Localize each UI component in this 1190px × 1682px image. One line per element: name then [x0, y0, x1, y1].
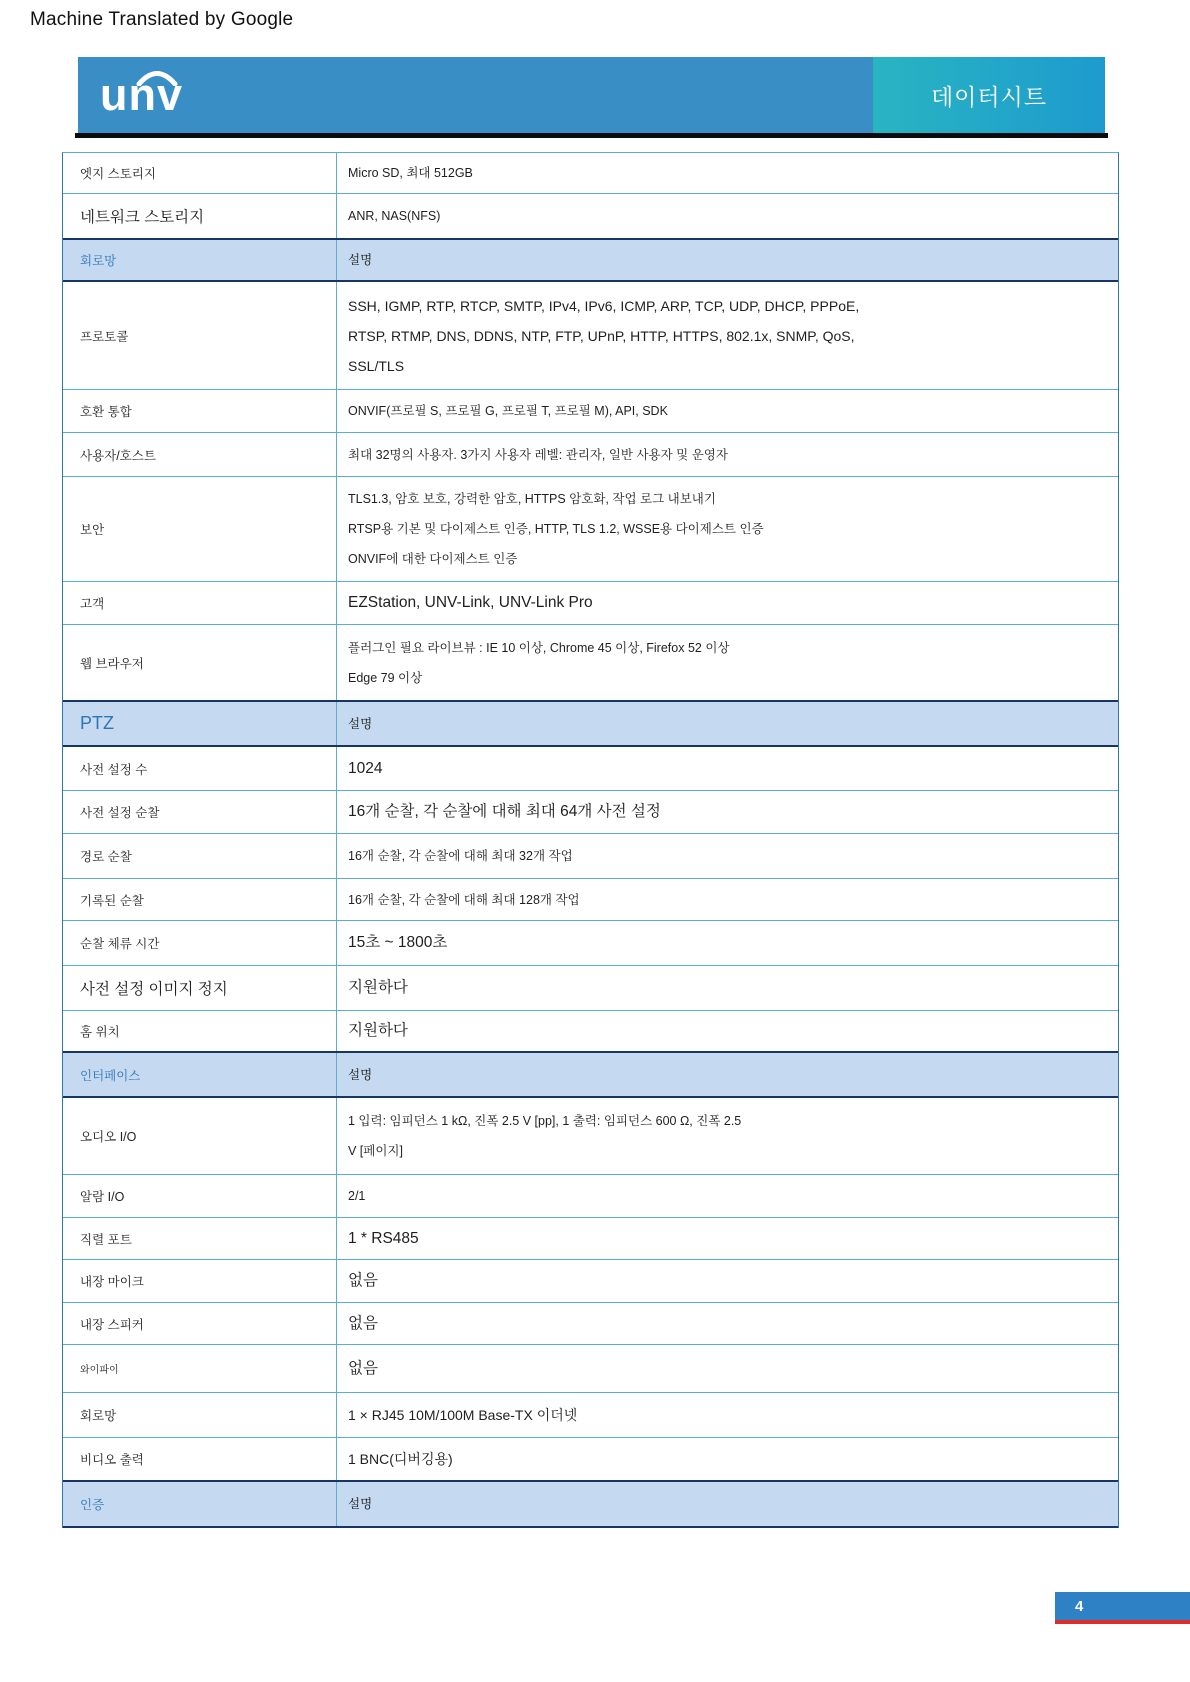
- spec-value-line: 최대 32명의 사용자. 3가지 사용자 레벨: 관리자, 일반 사용자 및 운영자: [348, 447, 728, 462]
- spec-row: [63, 879, 1118, 921]
- spec-value: [337, 477, 1118, 581]
- spec-value-line: 1 입력: 임피던스 1 kΩ, 진폭 2.5 V [pp], 1 출력: 임피던스 600 Ω, 진폭 2.5: [348, 1114, 742, 1128]
- spec-label: 내장 스피커: [63, 1303, 337, 1344]
- spec-value: [337, 747, 1118, 790]
- spec-label: 고객: [63, 582, 337, 624]
- section-header-row: [63, 700, 1118, 747]
- spec-value: [337, 1098, 1118, 1174]
- section-header-row: [63, 238, 1118, 282]
- spec-value-line: 1 × RJ45 10M/100M Base-TX 이더넷: [348, 1407, 578, 1423]
- spec-value-line: 지원하다: [348, 1022, 408, 1039]
- spec-value-line: 2/1: [348, 1189, 366, 1203]
- spec-value: [337, 966, 1118, 1010]
- spec-value-line: 16개 순찰, 각 순찰에 대해 최대 128개 작업: [348, 892, 580, 907]
- spec-value-line: 15초 ~ 1800초: [348, 934, 448, 951]
- spec-label: 사전 설정 이미지 정지: [63, 966, 337, 1010]
- spec-row: [63, 747, 1118, 791]
- spec-label: 오디오 I/O: [63, 1098, 337, 1174]
- spec-value: [337, 1175, 1118, 1217]
- page-number: 4: [1075, 1597, 1084, 1615]
- spec-value-line: RTSP, RTMP, DNS, DDNS, NTP, FTP, UPnP, HTTP, HTTPS, 802.1x, SNMP, QoS,: [348, 327, 855, 344]
- spec-value-line: Edge 79 이상: [348, 670, 423, 685]
- spec-row: [63, 791, 1118, 834]
- spec-row: [63, 921, 1118, 966]
- spec-value-line: 설명: [348, 716, 373, 731]
- spec-value: [337, 879, 1118, 920]
- spec-value-line: ANR, NAS(NFS): [348, 209, 441, 223]
- spec-value: [337, 582, 1118, 624]
- section-header-row: [63, 1051, 1118, 1098]
- spec-label: 인증: [63, 1482, 337, 1526]
- spec-value: [337, 1438, 1118, 1480]
- spec-row: [63, 153, 1118, 194]
- spec-row: [63, 834, 1118, 879]
- spec-label: 사전 설정 수: [63, 747, 337, 790]
- spec-value-line: 지원하다: [348, 979, 408, 996]
- spec-row: [63, 582, 1118, 625]
- spec-label: 사전 설정 순찰: [63, 791, 337, 833]
- spec-row: [63, 433, 1118, 477]
- spec-value-line: EZStation, UNV-Link, UNV-Link Pro: [348, 594, 593, 611]
- spec-value-line: 1024: [348, 759, 383, 777]
- spec-value: [337, 1303, 1118, 1344]
- spec-label: 웹 브라우저: [63, 625, 337, 700]
- spec-value-line: SSL/TLS: [348, 357, 405, 374]
- banner-title: 데이터시트: [930, 83, 1048, 110]
- spec-row: [63, 477, 1118, 582]
- spec-value-line: 설명: [348, 1067, 373, 1082]
- unv-logo: [100, 66, 183, 124]
- spec-value-line: SSH, IGMP, RTP, RTCP, SMTP, IPv4, IPv6, ICMP, ARP, TCP, UDP, DHCP, PPPoE,: [348, 297, 860, 314]
- spec-row: [63, 194, 1118, 239]
- spec-value: [337, 1218, 1118, 1259]
- spec-value-line: 플러그인 필요 라이브뷰 : IE 10 이상, Chrome 45 이상, Firefox 52 이상: [348, 640, 730, 655]
- page-number-box: [1055, 1592, 1190, 1620]
- spec-label: 보안: [63, 477, 337, 581]
- spec-row: [63, 1260, 1118, 1303]
- spec-value-line: 1 BNC(디버깅용): [348, 1451, 453, 1467]
- spec-row: [63, 282, 1118, 390]
- spec-value-line: ONVIF에 대한 다이제스트 인증: [348, 552, 518, 566]
- spec-value-line: 없음: [348, 1272, 378, 1289]
- spec-label: 알람 I/O: [63, 1175, 337, 1217]
- spec-label: 회로망: [63, 240, 337, 280]
- spec-row: [63, 1303, 1118, 1345]
- spec-label: 직렬 포트: [63, 1218, 337, 1259]
- spec-row: [63, 1011, 1118, 1052]
- spec-row: [63, 966, 1118, 1011]
- spec-row: [63, 390, 1118, 433]
- spec-label: 순찰 체류 시간: [63, 921, 337, 965]
- spec-value-line: 1 * RS485: [348, 1229, 419, 1247]
- spec-value-line: 16개 순찰, 각 순찰에 대해 최대 64개 사전 설정: [348, 803, 661, 820]
- spec-label: 사용자/호스트: [63, 433, 337, 476]
- spec-value: [337, 921, 1118, 965]
- section-header-row: [63, 1480, 1118, 1528]
- spec-value-line: RTSP용 기본 및 다이제스트 인증, HTTP, TLS 1.2, WSSE용 다이제스트 인증: [348, 522, 764, 536]
- spec-row: [63, 1438, 1118, 1481]
- spec-value-line: 16개 순찰, 각 순찰에 대해 최대 32개 작업: [348, 849, 573, 863]
- spec-value: [337, 1345, 1118, 1392]
- spec-row: [63, 1175, 1118, 1218]
- spec-value: [337, 153, 1118, 193]
- spec-value: [337, 1011, 1118, 1051]
- spec-label: 프로토콜: [63, 282, 337, 389]
- spec-value: [337, 240, 1118, 280]
- spec-label: 내장 마이크: [63, 1260, 337, 1302]
- spec-label: 회로망: [63, 1393, 337, 1437]
- spec-label: 인터페이스: [63, 1053, 337, 1096]
- spec-value: [337, 390, 1118, 432]
- spec-value-line: 없음: [348, 1314, 378, 1332]
- spec-row: [63, 625, 1118, 701]
- spec-value-line: 없음: [348, 1359, 378, 1377]
- spec-label: 경로 순찰: [63, 834, 337, 878]
- spec-value: [337, 1260, 1118, 1302]
- spec-row: [63, 1393, 1118, 1438]
- spec-value: [337, 282, 1118, 389]
- spec-value-line: V [페이지]: [348, 1144, 403, 1158]
- spec-table-body: [63, 153, 1118, 1528]
- translation-note: Machine Translated by Google: [30, 9, 294, 30]
- header-bar: [78, 57, 1105, 133]
- spec-value-line: TLS1.3, 암호 보호, 강력한 암호, HTTPS 암호화, 작업 로그 내보내기: [348, 492, 716, 506]
- header-underline: [75, 133, 1108, 138]
- spec-value: [337, 834, 1118, 878]
- spec-value: [337, 791, 1118, 833]
- spec-value-line: 설명: [348, 1497, 373, 1511]
- spec-label: 기록된 순찰: [63, 879, 337, 920]
- page-number-underline: [1055, 1620, 1190, 1624]
- spec-value-line: Micro SD, 최대 512GB: [348, 166, 473, 180]
- spec-value: [337, 1053, 1118, 1096]
- spec-label: 홈 위치: [63, 1011, 337, 1051]
- spec-row: [63, 1098, 1118, 1175]
- spec-value-line: ONVIF(프로필 S, 프로필 G, 프로필 T, 프로필 M), API, SDK: [348, 404, 668, 418]
- spec-value: [337, 194, 1118, 238]
- spec-value: [337, 1482, 1118, 1526]
- spec-label: PTZ: [63, 702, 337, 745]
- spec-value: [337, 1393, 1118, 1437]
- spec-value: [337, 702, 1118, 745]
- datasheet-banner: [873, 57, 1105, 133]
- logo-arc-icon: [136, 68, 178, 86]
- brand-text: unv: [100, 69, 184, 120]
- spec-label: 네트워크 스토리지: [63, 194, 337, 238]
- spec-value: [337, 433, 1118, 476]
- spec-label: 와이파이: [63, 1345, 337, 1392]
- spec-value-line: 설명: [348, 253, 373, 267]
- spec-label: 비디오 출력: [63, 1438, 337, 1480]
- spec-row: [63, 1345, 1118, 1393]
- spec-label: 엣지 스토리지: [63, 153, 337, 193]
- spec-label: 호환 통합: [63, 390, 337, 432]
- spec-value: [337, 625, 1118, 700]
- spec-row: [63, 1218, 1118, 1260]
- spec-table: [62, 152, 1119, 1528]
